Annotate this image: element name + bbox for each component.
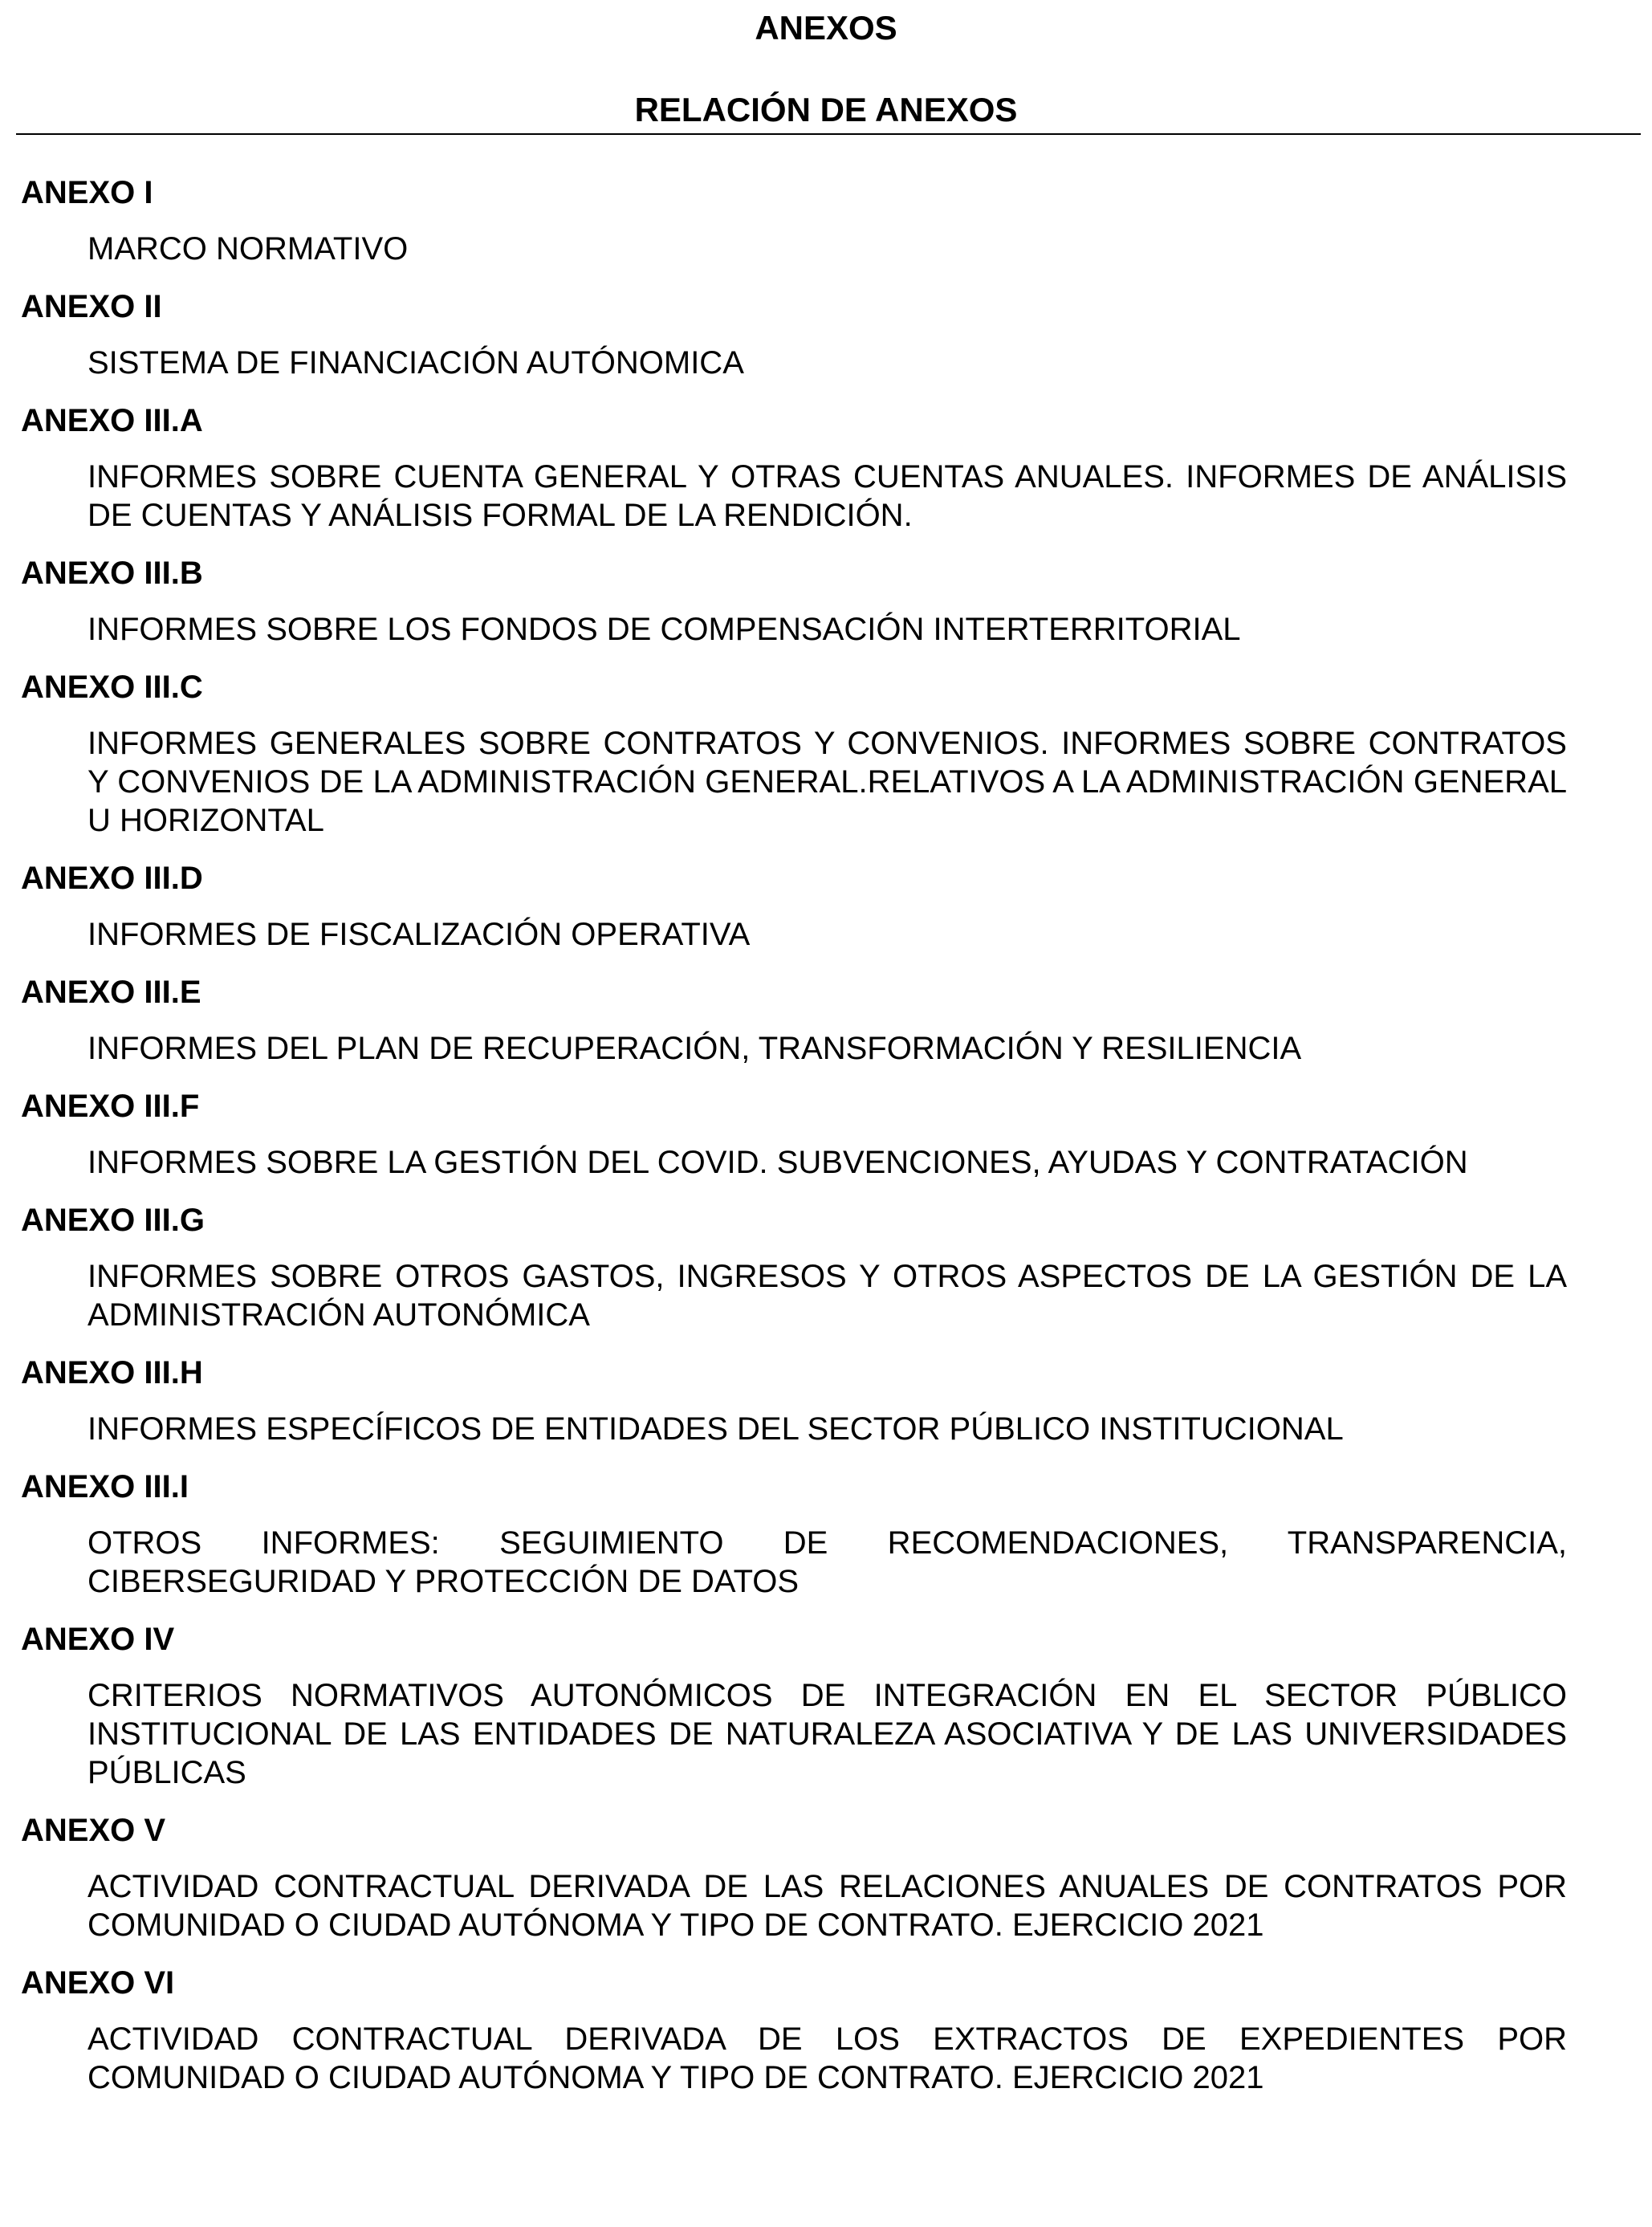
annex-description: INFORMES SOBRE LA GESTIÓN DEL COVID. SUBVENCIONES, AYUDAS Y CONTRATACIÓN (87, 1145, 1468, 1180)
annex-item (0, 287, 1652, 382)
annex-item (0, 1354, 1652, 1448)
annex-description: INFORMES GENERALES SOBRE CONTRATOS Y CONVENIOS. INFORMES SOBRE CONTRATOS Y CONVENIOS DE LA ADMINISTRACIÓN GENERAL.RELATIVOS A LA ADMINISTRACIÓN GENERAL U HORIZONTAL (87, 726, 1567, 838)
annex-item (0, 1201, 1652, 1334)
annex-item (0, 173, 1652, 268)
annex-label: ANEXO V (21, 1813, 166, 1848)
annex-item (0, 1620, 1652, 1792)
annex-item (0, 1811, 1652, 1944)
annex-description: SISTEMA DE FINANCIACIÓN AUTÓNOMICA (87, 345, 744, 381)
annex-item (0, 1468, 1652, 1601)
annex-item (0, 1964, 1652, 2097)
annex-item (0, 554, 1652, 649)
annex-label: ANEXO IV (21, 1622, 175, 1657)
annex-description: ACTIVIDAD CONTRACTUAL DERIVADA DE LOS EXTRACTOS DE EXPEDIENTES POR COMUNIDAD O CIUDAD AUTÓNOMA Y TIPO DE CONTRATO. EJERCICIO 2021 (87, 2021, 1567, 2095)
annex-label: ANEXO III.H (21, 1355, 203, 1390)
annex-label: ANEXO I (21, 175, 153, 210)
annex-description: MARCO NORMATIVO (87, 231, 409, 267)
page-subtitle: RELACIÓN DE ANEXOS (634, 91, 1018, 128)
annex-label: ANEXO III.I (21, 1469, 189, 1504)
annex-label: ANEXO III.B (21, 556, 203, 591)
annex-description: INFORMES ESPECÍFICOS DE ENTIDADES DEL SECTOR PÚBLICO INSTITUCIONAL (87, 1411, 1344, 1447)
annex-description: ACTIVIDAD CONTRACTUAL DERIVADA DE LAS RELACIONES ANUALES DE CONTRATOS POR COMUNIDAD O CIUDAD AUTÓNOMA Y TIPO DE CONTRATO. EJERCICIO 2021 (87, 1869, 1567, 1943)
annex-item (0, 668, 1652, 840)
annex-label: ANEXO II (21, 289, 162, 324)
annex-label: ANEXO III.C (21, 670, 203, 705)
header-divider (16, 133, 1641, 135)
annex-item (0, 401, 1652, 535)
annex-description: INFORMES DEL PLAN DE RECUPERACIÓN, TRANSFORMACIÓN Y RESILIENCIA (87, 1031, 1302, 1066)
annex-item (0, 859, 1652, 954)
annex-description: CRITERIOS NORMATIVOS AUTONÓMICOS DE INTEGRACIÓN EN EL SECTOR PÚBLICO INSTITUCIONAL DE LAS ENTIDADES DE NATURALEZA ASOCIATIVA Y DE LAS UNIVERSIDADES PÚBLICAS (87, 1678, 1567, 1790)
annex-label: ANEXO III.D (21, 861, 203, 896)
annex-description: INFORMES SOBRE OTROS GASTOS, INGRESOS Y OTROS ASPECTOS DE LA GESTIÓN DE LA ADMINISTRACIÓN AUTONÓMICA (87, 1259, 1567, 1333)
annex-description: INFORMES SOBRE LOS FONDOS DE COMPENSACIÓN INTERTERRITORIAL (87, 612, 1241, 647)
annex-label: ANEXO III.E (21, 975, 201, 1010)
page-title: ANEXOS (755, 9, 897, 47)
annex-description: INFORMES DE FISCALIZACIÓN OPERATIVA (87, 917, 751, 952)
annex-label: ANEXO III.F (21, 1089, 200, 1124)
annex-item (0, 1087, 1652, 1182)
annex-label: ANEXO VI (21, 1965, 175, 2001)
annex-description: INFORMES SOBRE CUENTA GENERAL Y OTRAS CUENTAS ANUALES. INFORMES DE ANÁLISIS DE CUENTAS Y ANÁLISIS FORMAL DE LA RENDICIÓN. (87, 459, 1567, 533)
annex-list (0, 173, 1652, 2116)
annex-item (0, 973, 1652, 1068)
annex-label: ANEXO III.A (21, 403, 203, 438)
annex-label: ANEXO III.G (21, 1203, 205, 1238)
annex-description: OTROS INFORMES: SEGUIMIENTO DE RECOMENDACIONES, TRANSPARENCIA, CIBERSEGURIDAD Y PROTECCIÓN DE DATOS (87, 1525, 1567, 1599)
